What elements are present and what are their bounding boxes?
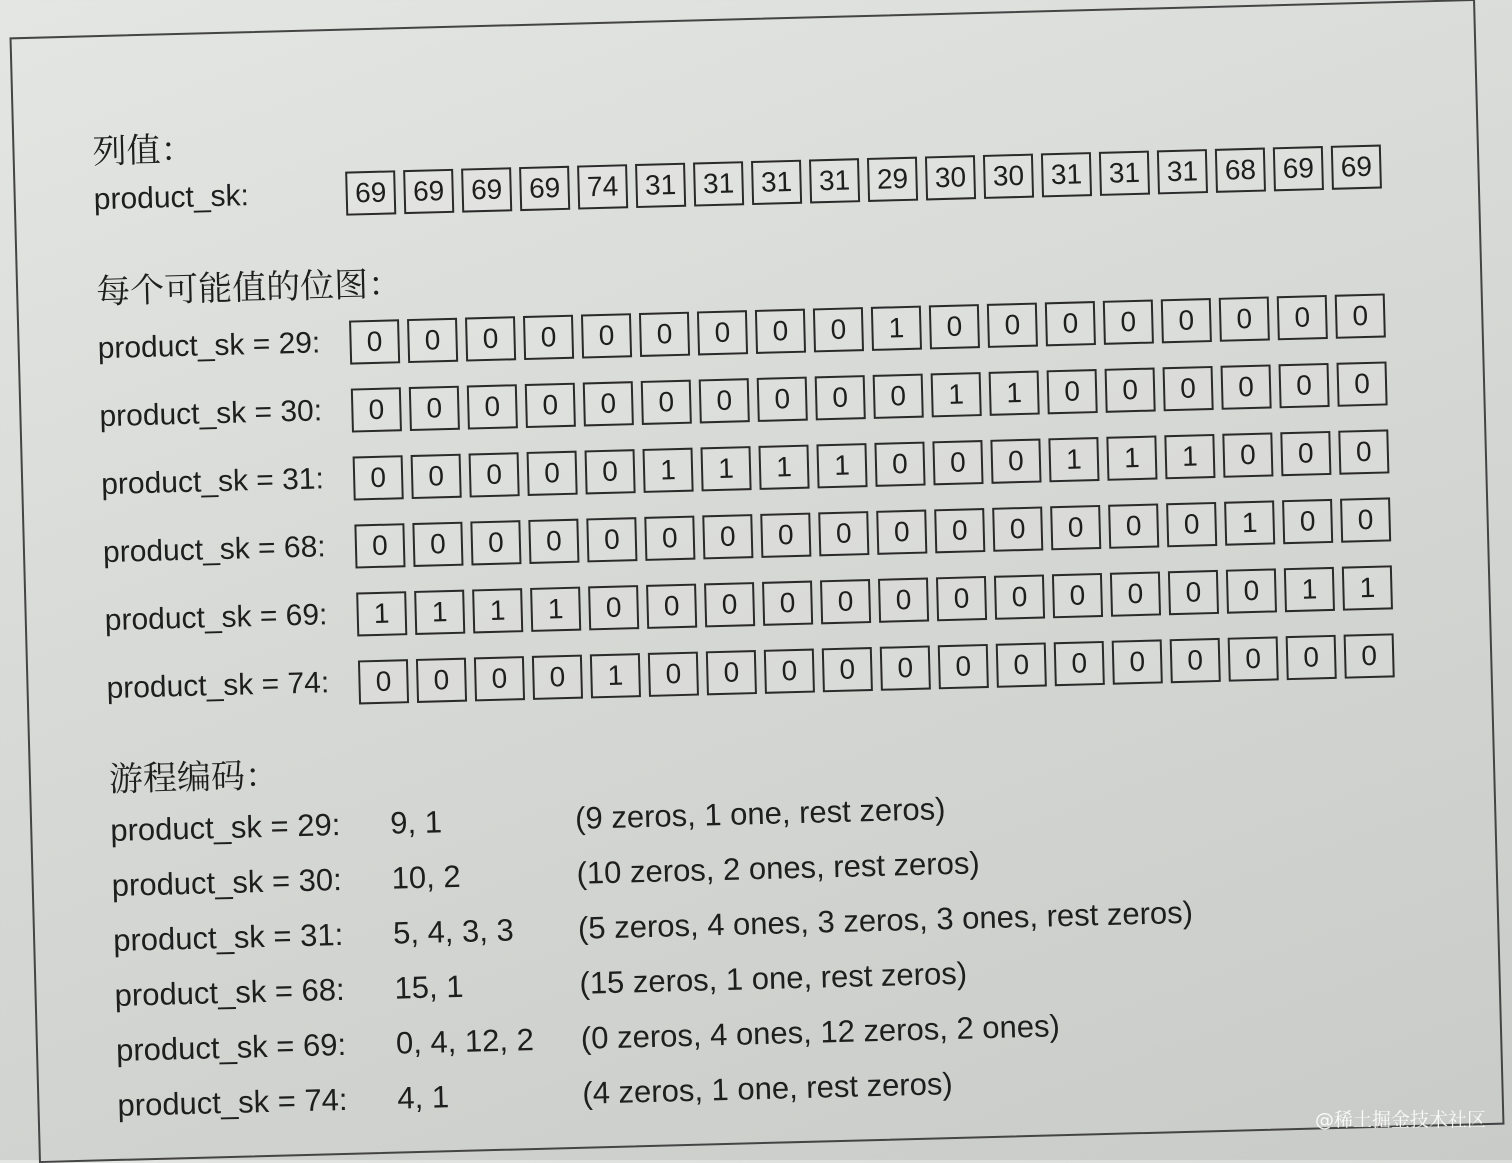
bit-cell: 0 — [1344, 633, 1395, 678]
run-length-code: 10, 2 — [391, 858, 462, 896]
run-length-note: (15 zeros, 1 one, rest zeros) — [578, 955, 968, 1001]
bit-cell: 0 — [1108, 503, 1159, 548]
bit-cell: 0 — [1228, 636, 1279, 681]
bit-cell: 0 — [1170, 638, 1221, 683]
bit-cell: 0 — [820, 579, 871, 624]
bit-cell: 0 — [764, 649, 815, 694]
bit-cell: 1 — [472, 588, 523, 633]
run-length-note: (9 zeros, 1 one, rest zeros) — [574, 790, 946, 836]
bitmap-row-label: product_sk = 69: — [104, 598, 328, 638]
bit-cell: 1 — [1224, 500, 1275, 545]
bit-cell: 0 — [992, 507, 1043, 552]
bit-cell: 0 — [586, 517, 637, 562]
run-length-note: (5 zeros, 4 ones, 3 zeros, 3 ones, rest zeros) — [577, 894, 1194, 946]
value-cell: 31 — [1157, 149, 1208, 194]
bit-cell: 0 — [1105, 368, 1156, 413]
bit-cell: 1 — [871, 306, 922, 351]
bit-cell: 0 — [1277, 295, 1328, 340]
bit-cell: 0 — [1219, 297, 1270, 342]
bit-cell: 0 — [354, 523, 405, 568]
value-cell: 69 — [1331, 145, 1382, 190]
bit-cell: 0 — [699, 378, 750, 423]
bitmap-row-label: product_sk = 68: — [102, 530, 327, 570]
run-length-label: product_sk = 69: — [115, 1026, 347, 1068]
bit-cell: 0 — [525, 383, 576, 428]
bit-cell: 0 — [936, 576, 987, 621]
bit-cell: 0 — [1340, 497, 1391, 542]
bit-cell: 0 — [407, 318, 458, 363]
bit-cell: 0 — [1336, 361, 1387, 406]
bit-cell: 0 — [706, 650, 757, 695]
run-length-heading: 游程编码： — [108, 756, 280, 800]
bit-cell: 0 — [938, 644, 989, 689]
bitmaps-heading: 每个可能值的位图： — [95, 265, 403, 312]
bit-cell: 0 — [1054, 641, 1105, 686]
bit-cell: 0 — [880, 646, 931, 691]
bit-cell: 0 — [874, 442, 925, 487]
bit-cell: 0 — [987, 303, 1038, 348]
bit-cell: 1 — [590, 653, 641, 698]
run-length-code: 9, 1 — [389, 803, 443, 841]
bit-cell: 0 — [876, 510, 927, 555]
run-length-label: product_sk = 29: — [109, 806, 341, 848]
value-cell: 31 — [635, 163, 686, 208]
watermark: @稀土掘金技术社区 — [1314, 1109, 1486, 1131]
bit-cell: 0 — [1103, 300, 1154, 345]
bit-cell: 1 — [356, 591, 407, 636]
bit-cell: 0 — [588, 585, 639, 630]
bit-cell: 1 — [1048, 437, 1099, 482]
run-length-code: 15, 1 — [394, 968, 464, 1006]
bit-cell: 0 — [528, 519, 579, 564]
value-cell: 31 — [693, 161, 744, 206]
value-cell: 69 — [345, 170, 396, 215]
bit-cell: 0 — [815, 375, 866, 420]
bit-cell: 0 — [523, 315, 574, 360]
column-values-label: product_sk: — [93, 179, 250, 217]
bit-cell: 0 — [1168, 570, 1219, 615]
bit-cell: 0 — [813, 307, 864, 352]
bit-cell: 0 — [760, 513, 811, 558]
bit-cell: 0 — [1335, 293, 1386, 338]
value-cell: 69 — [403, 169, 454, 214]
bitmap-row-label: product_sk = 31: — [100, 462, 325, 502]
bit-cell: 1 — [758, 445, 809, 490]
bitmap-encoding-figure — [10, 0, 1505, 1163]
bit-cell: 0 — [1110, 571, 1161, 616]
bit-cell: 0 — [1226, 568, 1277, 613]
bitmap-row-label: product_sk = 30: — [99, 394, 323, 434]
bit-cell: 0 — [409, 386, 460, 431]
run-length-code: 4, 1 — [396, 1078, 450, 1116]
bit-cell: 1 — [931, 372, 982, 417]
value-cell: 69 — [461, 167, 512, 212]
bit-cell: 0 — [1050, 505, 1101, 550]
run-length-note: (10 zeros, 2 ones, rest zeros) — [576, 844, 981, 891]
value-cell: 69 — [519, 166, 570, 211]
run-length-label: product_sk = 30: — [111, 861, 343, 903]
bit-cell: 1 — [643, 448, 694, 493]
bit-cell: 0 — [934, 508, 985, 553]
value-cell: 31 — [751, 160, 802, 205]
bitmap-cells — [358, 633, 1403, 704]
value-cell: 69 — [1273, 146, 1324, 191]
bit-cell: 0 — [583, 381, 634, 426]
bit-cell: 0 — [1045, 301, 1096, 346]
bit-cell: 1 — [414, 590, 465, 635]
bit-cell: 0 — [532, 655, 583, 700]
bit-cell: 0 — [585, 449, 636, 494]
bit-cell: 0 — [1286, 635, 1337, 680]
bit-cell: 0 — [1163, 366, 1214, 411]
bit-cell: 0 — [878, 578, 929, 623]
value-cell: 29 — [867, 157, 918, 202]
bit-cell: 1 — [1106, 435, 1157, 480]
run-length-code: 5, 4, 3, 3 — [392, 911, 515, 951]
bit-cell: 0 — [929, 304, 980, 349]
bitmap-row-label: product_sk = 74: — [106, 666, 330, 706]
bit-cell: 0 — [755, 309, 806, 354]
run-length-label: product_sk = 68: — [114, 971, 346, 1013]
bit-cell: 1 — [700, 446, 751, 491]
bit-cell: 0 — [639, 312, 690, 357]
run-length-code: 0, 4, 12, 2 — [395, 1021, 535, 1061]
bit-cell: 1 — [1164, 434, 1215, 479]
value-cell: 31 — [1041, 152, 1092, 197]
bit-cell: 0 — [644, 516, 695, 561]
bitmaps-section — [96, 234, 1467, 723]
bitmap-rows — [97, 280, 1467, 723]
bit-cell: 0 — [1222, 432, 1273, 477]
bit-cell: 0 — [1161, 298, 1212, 343]
bit-cell: 1 — [1284, 567, 1335, 612]
bit-cell: 0 — [932, 440, 983, 485]
bit-cell: 0 — [996, 642, 1047, 687]
value-cell: 31 — [809, 158, 860, 203]
bit-cell: 0 — [465, 316, 516, 361]
bit-cell: 0 — [1047, 369, 1098, 414]
run-length-label: product_sk = 74: — [117, 1081, 348, 1123]
value-cell: 30 — [983, 154, 1034, 199]
bit-cell: 0 — [697, 310, 748, 355]
value-cell: 31 — [1099, 151, 1150, 196]
run-length-rows — [110, 767, 1478, 1132]
bit-cell: 0 — [1282, 499, 1333, 544]
bit-cell: 0 — [873, 374, 924, 419]
bit-cell: 0 — [1052, 573, 1103, 618]
run-length-note: (0 zeros, 4 ones, 12 zeros, 2 ones) — [580, 1007, 1061, 1056]
column-values-heading: 列值： — [92, 130, 196, 172]
bit-cell: 0 — [762, 581, 813, 626]
bit-cell: 1 — [1342, 565, 1393, 610]
bit-cell: 0 — [527, 451, 578, 496]
bit-cell: 0 — [646, 584, 697, 629]
bit-cell: 0 — [1112, 639, 1163, 684]
bit-cell: 0 — [757, 377, 808, 422]
run-length-label: product_sk = 31: — [112, 916, 344, 958]
bit-cell: 0 — [412, 522, 463, 567]
bit-cell: 0 — [467, 384, 518, 429]
bitmap-row-label: product_sk = 29: — [97, 326, 321, 366]
bit-cell: 1 — [989, 371, 1040, 416]
bit-cell: 0 — [1166, 502, 1217, 547]
run-length-section — [108, 721, 1477, 1132]
bit-cell: 0 — [990, 439, 1041, 484]
bit-cell: 0 — [470, 520, 521, 565]
bit-cell: 0 — [351, 387, 402, 432]
bit-cell: 0 — [1280, 431, 1331, 476]
bit-cell: 0 — [1338, 429, 1389, 474]
bit-cell: 0 — [702, 514, 753, 559]
bit-cell: 0 — [822, 647, 873, 692]
bit-cell: 0 — [994, 574, 1045, 619]
bit-cell: 0 — [641, 380, 692, 425]
bit-cell: 0 — [474, 656, 525, 701]
bit-cell: 0 — [469, 452, 520, 497]
bit-cell: 0 — [353, 455, 404, 500]
bit-cell: 0 — [416, 658, 467, 703]
bit-cell: 0 — [349, 319, 400, 364]
bit-cell: 0 — [581, 313, 632, 358]
bit-cell: 1 — [816, 443, 867, 488]
bit-cell: 0 — [411, 454, 462, 499]
column-values-section — [92, 94, 1454, 226]
bit-cell: 0 — [1279, 363, 1330, 408]
bit-cell: 1 — [530, 587, 581, 632]
bit-cell: 0 — [1221, 364, 1272, 409]
run-length-note: (4 zeros, 1 one, rest zeros) — [581, 1065, 954, 1111]
value-cell: 68 — [1215, 148, 1266, 193]
bit-cell: 0 — [818, 511, 869, 556]
value-cell: 74 — [577, 164, 628, 209]
bit-cell: 0 — [358, 659, 409, 704]
bit-cell: 0 — [648, 652, 699, 697]
value-cell: 30 — [925, 155, 976, 200]
bit-cell: 0 — [704, 582, 755, 627]
